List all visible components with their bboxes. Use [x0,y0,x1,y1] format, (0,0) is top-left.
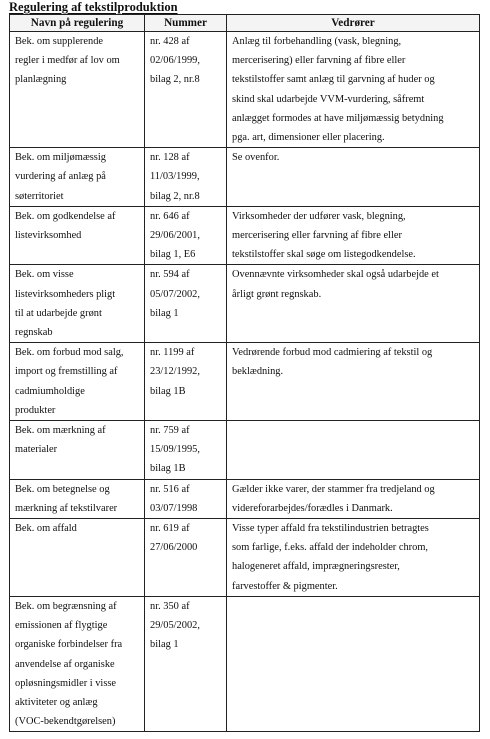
cell-number-text: nr. 619 af 27/06/2000 [150,523,198,554]
cell-name-text: Bek. om mærkning af materialer [15,425,106,456]
table-row [10,596,480,731]
cell-number-text: nr. 759 af 15/09/1995, bilag 1B [150,425,200,475]
cell-number [145,148,227,207]
cell-concerns-text: Visse typer affald fra tekstilindustrien betragtes som farlige, f.eks. affald der indeholder chrom, halogeneret affald, imprægneringsrester, farvestoffer & pigmenter. [232,523,429,592]
regulation-table [9,14,480,732]
cell-concerns-text: Anlæg til forbehandling (vask, blegning, mercerisering) eller farvning af fibre eller tekstilstoffer samt anlæg til garvning af huder og skind skal udarbejde VVM-vurdering, såfremt anlægget formodes at have miljømæssig betydning pga. art, dimensioner eller placering. [232,36,444,144]
cell-name-text: Bek. om forbud mod salg, import og fremstilling af cadmiumholdige produkter [15,347,124,416]
cell-name [10,519,145,597]
cell-concerns [227,343,480,421]
cell-number [145,421,227,480]
cell-name-text: Bek. om betegnelse og mærkning af tekstilvarer [15,483,118,514]
cell-number [145,32,227,148]
cell-name [10,421,145,480]
column-header-concerns: Vedrører [227,15,480,32]
cell-name [10,148,145,207]
cell-number-text: nr. 1199 af 23/12/1992, bilag 1B [150,347,200,397]
cell-name [10,32,145,148]
cell-name [10,265,145,343]
column-header-number: Nummer [145,15,227,32]
cell-concerns-text: Virksomheder der udfører vask, blegning, mercerisering eller farvning af fibre eller tekstilstoffer skal søge om listegodkendelse. [232,210,416,261]
cell-number-text: nr. 646 af 29/06/2001, bilag 1, E6 [150,210,200,261]
cell-concerns-text: Vedrørende forbud mod cadmiering af tekstil og beklædning. [232,347,433,378]
table-row [10,265,480,343]
cell-name-text: Bek. om miljømæssig vurdering af anlæg på søterritoriet [15,152,106,202]
cell-name-text: Bek. om begrænsning af emissionen af flygtige organiske forbindelser fra anvendelse af organiske opløsningsmidler i visse aktiviteter og anlæg (VOC-bekendtgørelsen) [15,600,123,728]
cell-name [10,479,145,518]
cell-number [145,343,227,421]
cell-concerns [227,32,480,148]
cell-concerns [227,206,480,265]
cell-concerns-text: Se ovenfor. [232,152,280,164]
cell-concerns-text: Gælder ikke varer, der stammer fra tredjeland og videreforarbejdes/forædles i Danmark. [232,483,435,514]
cell-number-text: nr. 594 af 05/07/2002, bilag 1 [150,269,200,319]
cell-number-text: nr. 128 af 11/03/1999, bilag 2, nr.8 [150,152,200,202]
cell-name-text: Bek. om supplerende regler i medfør af lov om planlægning [15,36,120,86]
cell-number-text: nr. 428 af 02/06/1999, bilag 2, nr.8 [150,36,200,86]
cell-name-text: Bek. om visse listevirksomheders pligt til at udarbejde grønt regnskab [15,269,116,339]
cell-number [145,206,227,265]
table-row [10,206,480,265]
cell-number [145,265,227,343]
table-row [10,479,480,518]
cell-concerns [227,265,480,343]
document-page [9,0,479,732]
cell-concerns [227,479,480,518]
cell-number [145,596,227,731]
cell-concerns [227,596,480,731]
cell-number [145,479,227,518]
table-row [10,32,480,148]
table-row [10,148,480,207]
cell-concerns-text: Ovennævnte virksomheder skal også udarbejde et årligt grønt regnskab. [232,269,439,300]
page-title: Regulering af tekstilproduktion [9,0,178,14]
cell-name [10,206,145,265]
cell-concerns [227,421,480,480]
cell-number [145,519,227,597]
cell-name-text: Bek. om affald [15,523,77,535]
table-header-row [10,15,480,32]
cell-number-text: nr. 516 af 03/07/1998 [150,483,198,514]
column-header-name: Navn på regulering [10,15,145,32]
cell-name [10,596,145,731]
cell-number-text: nr. 350 af 29/05/2002, bilag 1 [150,600,200,651]
table-row [10,421,480,480]
cell-name-text: Bek. om godkendelse af listevirksomhed [15,210,116,242]
cell-concerns [227,148,480,207]
table-row [10,519,480,597]
table-row [10,343,480,421]
cell-concerns [227,519,480,597]
cell-name [10,343,145,421]
